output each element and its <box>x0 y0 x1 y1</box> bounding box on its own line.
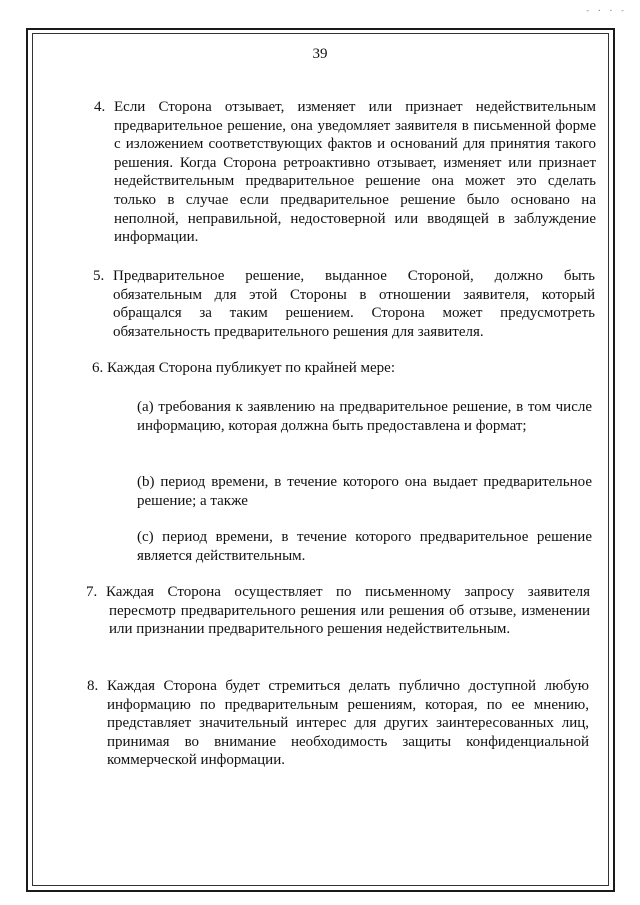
paragraph-5 <box>93 267 595 341</box>
paragraph-text: Каждая Сторона будет стремиться делать публично доступной любую информацию по предварительным решениям, которая, по ее мнению, представляет значительный интерес для других заинтересованных лиц, принимая во внимание необходимость защиты конфиденциальной коммерческой информации. <box>107 678 589 769</box>
paragraph-number: 8. <box>87 678 99 694</box>
paragraph-number: 7. <box>86 584 98 600</box>
paragraph-text: Предварительное решение, выданное Стороной, должно быть обязательным для этой Стороны в отношении заявителя, который обращался за таким решением. Сторона может предусмотреть обязательность предварительного решения для заявителя. <box>113 268 595 340</box>
page-number: 39 <box>312 46 328 62</box>
paragraph-6 <box>92 359 395 378</box>
subitem-c: (c) период времени, в течение которого предварительное решение является действительным. <box>137 529 592 564</box>
paragraph-number: 4. <box>94 99 106 115</box>
subitem-a: (a) требования к заявлению на предварительное решение, в том числе информацию, которая должна быть предоставлена и формат; <box>137 399 592 434</box>
paragraph-number: 6. <box>92 360 104 376</box>
scan-marks: - · · - <box>585 6 626 15</box>
paragraph-8 <box>87 677 589 770</box>
paragraph-text: Каждая Сторона публикует по крайней мере: <box>107 360 395 376</box>
paragraph-number: 5. <box>93 268 105 284</box>
subitem-b: (b) период времени, в течение которого она выдает предварительное решение; а также <box>137 474 592 509</box>
paragraph-text: Каждая Сторона осуществляет по письменному запросу заявителя пересмотр предварительного решения или решения об отзыве, изменении или признании предварительного решения недействительным. <box>106 584 590 638</box>
paragraph-text: Если Сторона отзывает, изменяет или признает недействительным предварительное решение, она уведомляет заявителя в письменной форме с изложением соответствующих фактов и оснований для принятия такого решения. Когда Сторона ретроактивно отзывает, изменяет или признает недействительным предварительное решение она может это сделать только в случае если предварительное решение было основано на неполной, неправильной, недостоверной или вводящей в заблуждение информации. <box>114 99 596 246</box>
paragraph-4 <box>94 98 596 247</box>
paragraph-7 <box>86 583 590 639</box>
